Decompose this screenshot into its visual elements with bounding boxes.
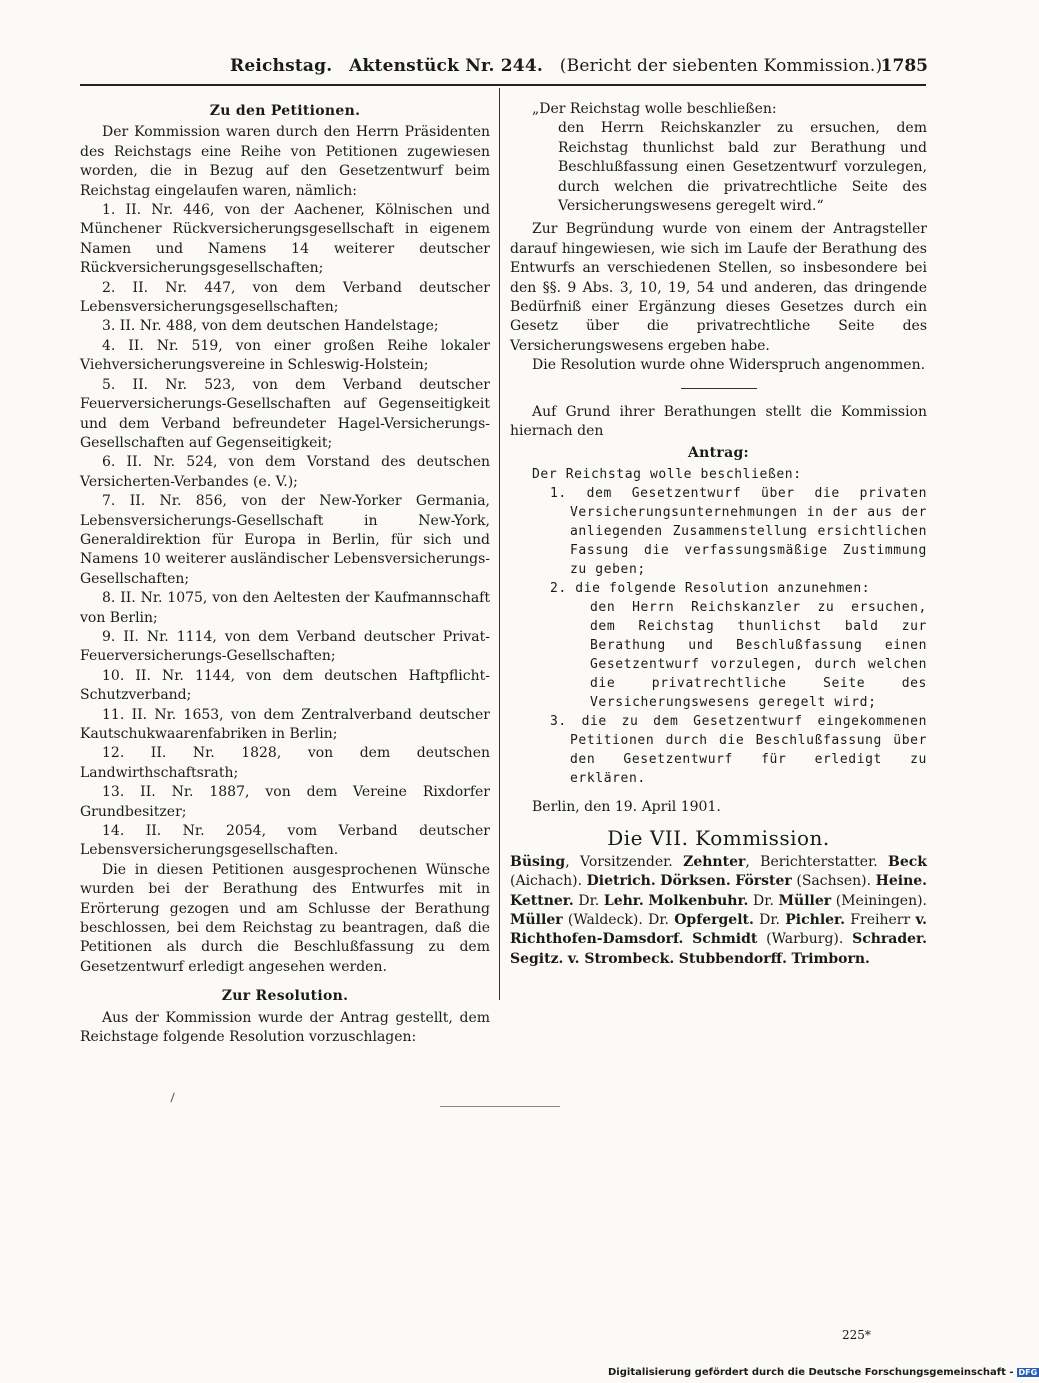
header-title-suffix: (Bericht der siebenten Kommission.) (559, 56, 883, 76)
petition-item: 14. II. Nr. 2054, vom Verband deutscher Lebensversicherungsgesellschaften. (80, 823, 490, 859)
member-name: Müller (510, 911, 563, 928)
member-note: (Waldeck). Dr. (562, 911, 669, 928)
heading-petitions: Zu den Petitionen. (209, 103, 361, 119)
member-name: Schmidt (692, 931, 758, 948)
petition-item: 10. II. Nr. 1144, von dem deutschen Haftpflicht-Schutzverband; (80, 667, 490, 704)
antrag-item-2: 2. die folgende Resolution anzunehmen: (550, 580, 871, 596)
section-divider (681, 388, 757, 389)
petition-item: 9. II. Nr. 1114, von dem Verband deutscher Privat-Feuerversicherungs-Gesellschaften; (80, 628, 490, 665)
member-name: v. Richthofen-Damsdorf. (510, 911, 928, 948)
heading-antrag: Antrag: (687, 444, 749, 461)
member-name: Pichler. (785, 911, 846, 928)
quote-opening: „Der Reichstag wolle beschließen: (532, 101, 777, 117)
quote-body: den Herrn Reichskanzler zu ersuchen, dem Reichstag thunlichst bald zur Berathung und Beschlußfassung einen Gesetzentwurf vorzulegen, durch welchen die privatrechtliche Seite des Versicherungswesens geregelt wird.“ (558, 120, 927, 215)
member-note: (Sachsen). (791, 873, 872, 890)
petition-list (80, 201, 490, 861)
margin-mark (170, 1093, 177, 1104)
page-header (200, 56, 928, 82)
page-number: 1785 (880, 56, 928, 76)
member-name: Segitz. (510, 950, 564, 967)
member-name: Molkenbuhr. (648, 892, 749, 909)
basis-text: Auf Grund ihrer Berathungen stellt die Kommission hiernach den (510, 403, 927, 440)
member-name: Dietrich. (586, 873, 656, 890)
member-note: , Berichterstatter. (745, 853, 878, 870)
digitization-footer (608, 1367, 1039, 1378)
right-column (510, 100, 927, 969)
member-note: , Vorsitzender. (565, 853, 673, 870)
commission-members (510, 853, 927, 969)
member-name: Kettner. (510, 892, 574, 909)
resolution-intro: Aus der Kommission wurde der Antrag gestellt, dem Reichstage folgende Resolution vorzuschlagen: (80, 1009, 490, 1046)
member-name: v. Strombeck. (567, 950, 675, 967)
member-note: (Aichach). (510, 873, 583, 890)
antrag-item-3: 3. die zu dem Gesetzentwurf eingekommenen Petitionen durch die Beschlußfassung über den Gesetzentwurf für erledigt zu erklären. (550, 713, 927, 786)
petition-item: 13. II. Nr. 1887, von dem Vereine Rixdorfer Grundbesitzer; (80, 784, 490, 820)
member-note: (Meiningen). (831, 892, 927, 909)
header-rule (80, 84, 926, 86)
petitions-closing: Die in diesen Petitionen ausgesprochenen Wünsche wurden bei der Berathung des Entwurfes mit in Erörterung gezogen und am Schlusse der Berathung beschlossen, bei dem Reichstag zu beantragen, daß die Petitionen als durch die Beschlußfassung zu dem Gesetzentwurf erledigt angesehen werden. (80, 861, 490, 975)
member-name: Stubbendorff. (678, 950, 787, 967)
member-name: Beck (888, 853, 927, 870)
antrag-item-2-resolution: den Herrn Reichskanzler zu ersuchen, dem Reichstag thunlichst bald zur Berathung und Beschlußfassung einen Gesetzentwurf vorzulegen, durch welchen die privatrechtliche Seite des Versicherungswesens geregelt wird; (590, 599, 927, 710)
member-note: Freiherr (845, 911, 911, 928)
commission-title: Die VII. Kommission. (607, 826, 830, 851)
antrag-item-1: 1. dem Gesetzentwurf über die privaten Versicherungsunternehmungen in der aus der anliegenden Zusammenstellung ersichtlichen Fassung die verfassungsmäßige Zustimmung zu geben; (550, 485, 927, 577)
justification-text: Zur Begründung wurde von einem der Antragsteller darauf hingewiesen, wie sich im Laufe der Berathung des Entwurfs an verschiedenen Stellen, so insbesondere bei den §§. 9 Abs. 3, 10, 19, 54 und anderen, das dringende Bedürfniß einer Ergänzung dieses Gesetzes durch ein Gesetz über die privatrechtliche Seite des Versicherungswesens ergeben habe. (510, 221, 927, 354)
resolution-adopted: Die Resolution wurde ohne Widerspruch angenommen. (532, 357, 926, 374)
heading-resolution: Zur Resolution. (221, 988, 349, 1005)
header-title-prefix: Reichstag. (230, 56, 333, 76)
column-divider (499, 88, 500, 1000)
antrag-intro: Der Reichstag wolle beschließen: (532, 466, 802, 482)
member-name: Zehnter (683, 853, 746, 870)
header-title-akten: Aktenstück Nr. 244. (349, 56, 543, 76)
member-note: Dr. (748, 892, 774, 909)
member-name: Müller (778, 892, 832, 909)
member-note: Dr. (573, 892, 600, 909)
member-name: Förster (735, 873, 792, 890)
member-name: Opfergelt. (674, 911, 754, 928)
petition-item: 12. II. Nr. 1828, von dem deutschen Landwirthschaftsrath; (80, 745, 490, 781)
petition-item: 3. II. Nr. 488, von dem deutschen Handelstage; (102, 318, 439, 335)
end-rule (440, 1106, 560, 1107)
member-note: (Warburg). (757, 931, 844, 948)
date-line: Berlin, den 19. April 1901. (532, 798, 721, 815)
dfg-logo: DFG (1018, 1367, 1038, 1377)
member-name: Heine. (875, 873, 928, 890)
signature-mark: 225* (842, 1328, 871, 1342)
petition-item: 2. II. Nr. 447, von dem Verband deutscher Lebensversicherungsgesellschaften; (80, 279, 490, 316)
petition-item: 5. II. Nr. 523, von dem Verband deutscher Feuerversicherungs-Gesellschaften auf Gegenseitigkeit und dem Verband befreundeter Hagel-Versicherungs-Gesellschaften auf Gegenseitigkeit; (80, 376, 490, 451)
petition-item: 7. II. Nr. 856, von der New-Yorker Germania, Lebensversicherungs-Gesellschaft in New-York, Generaldirektion für Europa in Berlin, für sich und Namens 10 weiterer ausländischer Lebensversicherungs-Gesellschaften; (80, 493, 490, 587)
petition-item: 8. II. Nr. 1075, von den Aeltesten der Kaufmannschaft von Berlin; (80, 590, 490, 626)
petitions-intro: Der Kommission waren durch den Herrn Präsidenten des Reichstags eine Reihe von Petitionen zugewiesen worden, die in Bezug auf den Gesetzentwurf beim Reichstag eingelaufen waren, nämlich: (80, 124, 490, 199)
left-column (80, 100, 490, 1048)
member-name: Schrader. (852, 931, 928, 948)
petition-item: 1. II. Nr. 446, von der Aachener, Kölnischen und Münchener Rückversicherungsgesellschaft in eigenem Namen und Namens 14 weiterer deutscher Rückversicherungsgesellschaften; (80, 202, 490, 277)
member-name: Trimborn. (791, 950, 870, 967)
petition-item: 4. II. Nr. 519, von einer großen Reihe lokaler Viehversicherungsvereine in Schleswig-Holstein; (80, 337, 490, 374)
header-title (230, 56, 882, 76)
petition-item: 6. II. Nr. 524, von dem Vorstand des deutschen Versicherten-Verbandes (e. V.); (80, 454, 490, 490)
member-name: Büsing (510, 853, 566, 870)
member-note: Dr. (753, 911, 780, 928)
member-name: Dörksen. (660, 873, 731, 890)
member-name: Lehr. (603, 892, 644, 909)
footer-text: Digitalisierung gefördert durch die Deutsche Forschungsgemeinschaft - (608, 1367, 1014, 1378)
petition-item: 11. II. Nr. 1653, von dem Zentralverband deutscher Kautschukwaarenfabriken in Berlin; (80, 706, 490, 742)
